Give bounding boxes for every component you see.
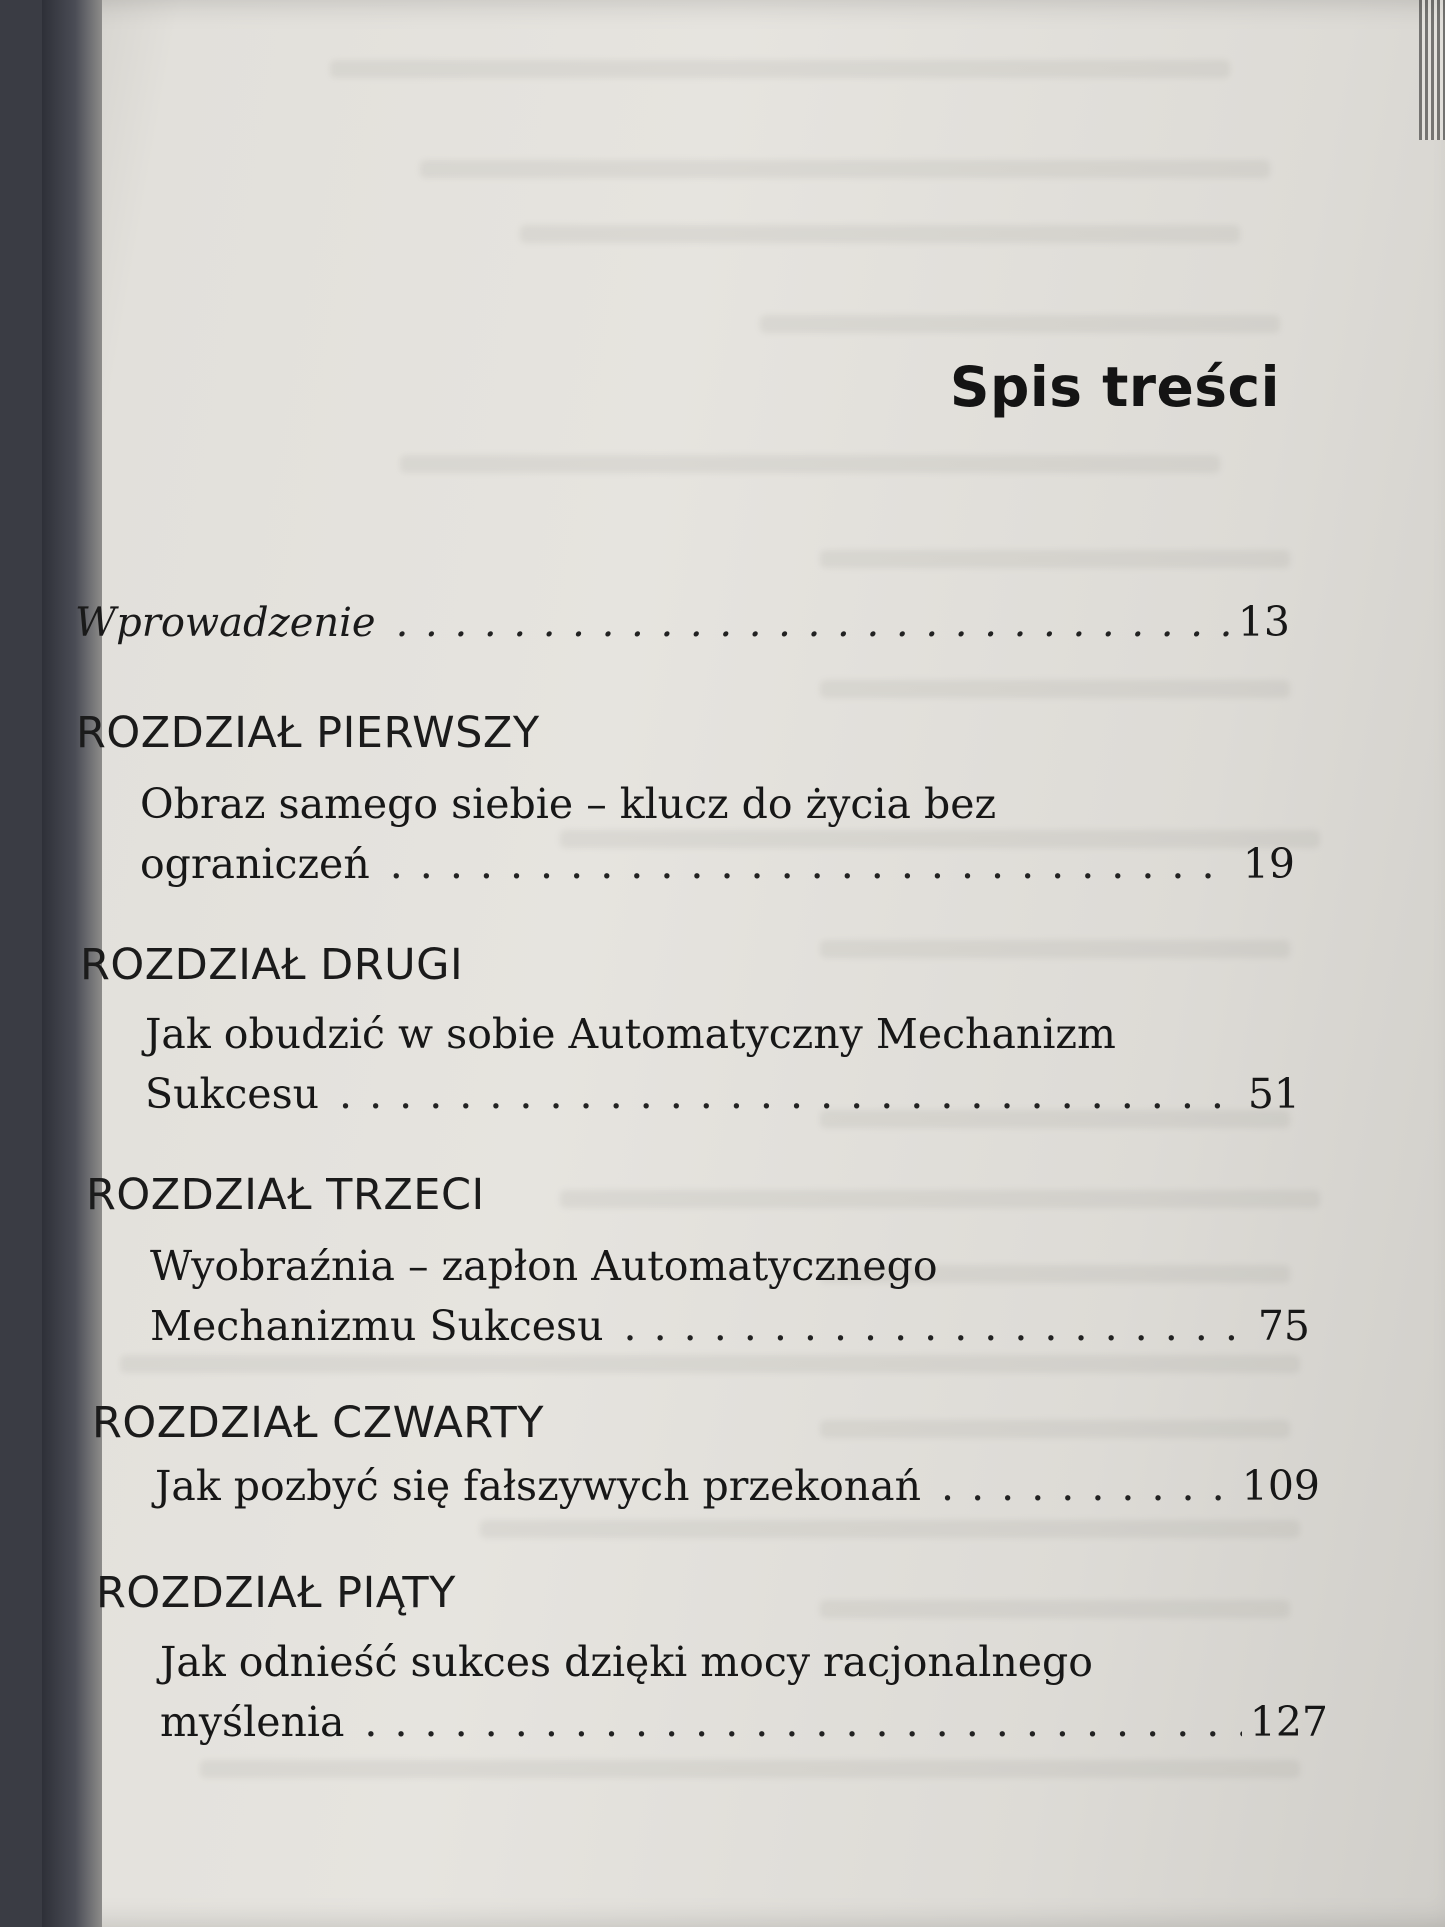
toc-entry-chapter-1[interactable]: [140, 774, 1295, 894]
chapter-heading: ROZDZIAŁ TRZECI: [86, 1170, 485, 1220]
dot-leaders: [390, 834, 1235, 894]
entry-title-line-1: Wyobraźnia – zapłon Automatycznego: [150, 1242, 938, 1290]
entry-title-line-1: Jak obudzić w sobie Automatyczny Mechanizm: [145, 1010, 1116, 1058]
toc-entry-chapter-5[interactable]: [160, 1632, 1328, 1752]
toc-entry-chapter-3[interactable]: [150, 1236, 1310, 1356]
entry-title: Jak pozbyć się fałszywych przekonań: [155, 1462, 922, 1510]
page-number: 109: [1241, 1462, 1320, 1510]
page-edge: [1419, 0, 1445, 140]
chapter-heading: ROZDZIAŁ PIĄTY: [96, 1568, 456, 1618]
page-number: 75: [1257, 1302, 1310, 1350]
entry-title-line-2: Sukcesu: [145, 1070, 320, 1118]
toc-entry-chapter-4[interactable]: [155, 1456, 1320, 1516]
toc-entry-intro[interactable]: [75, 598, 1290, 646]
entry-title-line-1: Obraz samego siebie – klucz do życia bez: [140, 780, 997, 828]
page-number: 127: [1249, 1698, 1328, 1746]
chapter-heading: ROZDZIAŁ PIERWSZY: [76, 708, 540, 758]
dot-leaders: [339, 1064, 1240, 1124]
page-number: 51: [1247, 1070, 1300, 1118]
entry-title-line-2: myślenia: [160, 1698, 345, 1746]
dot-leaders: [624, 1296, 1250, 1356]
page-number: 13: [1237, 598, 1290, 646]
dot-leaders: [364, 1692, 1241, 1752]
entry-title-line-1: Jak odnieść sukces dzięki mocy racjonalnego: [160, 1638, 1093, 1686]
dot-leaders: [941, 1456, 1234, 1516]
intro-title: Wprowadzenie: [75, 600, 376, 646]
chapter-heading: ROZDZIAŁ CZWARTY: [92, 1398, 545, 1448]
toc-title: Spis treści: [949, 355, 1280, 419]
entry-title-line-2: Mechanizmu Sukcesu: [150, 1302, 604, 1350]
chapter-heading: ROZDZIAŁ DRUGI: [80, 940, 464, 990]
toc-entry-chapter-2[interactable]: [145, 1004, 1300, 1124]
page-number: 19: [1242, 840, 1295, 888]
entry-title-line-2: ograniczeń: [140, 840, 370, 888]
dot-leaders: [396, 600, 1230, 646]
